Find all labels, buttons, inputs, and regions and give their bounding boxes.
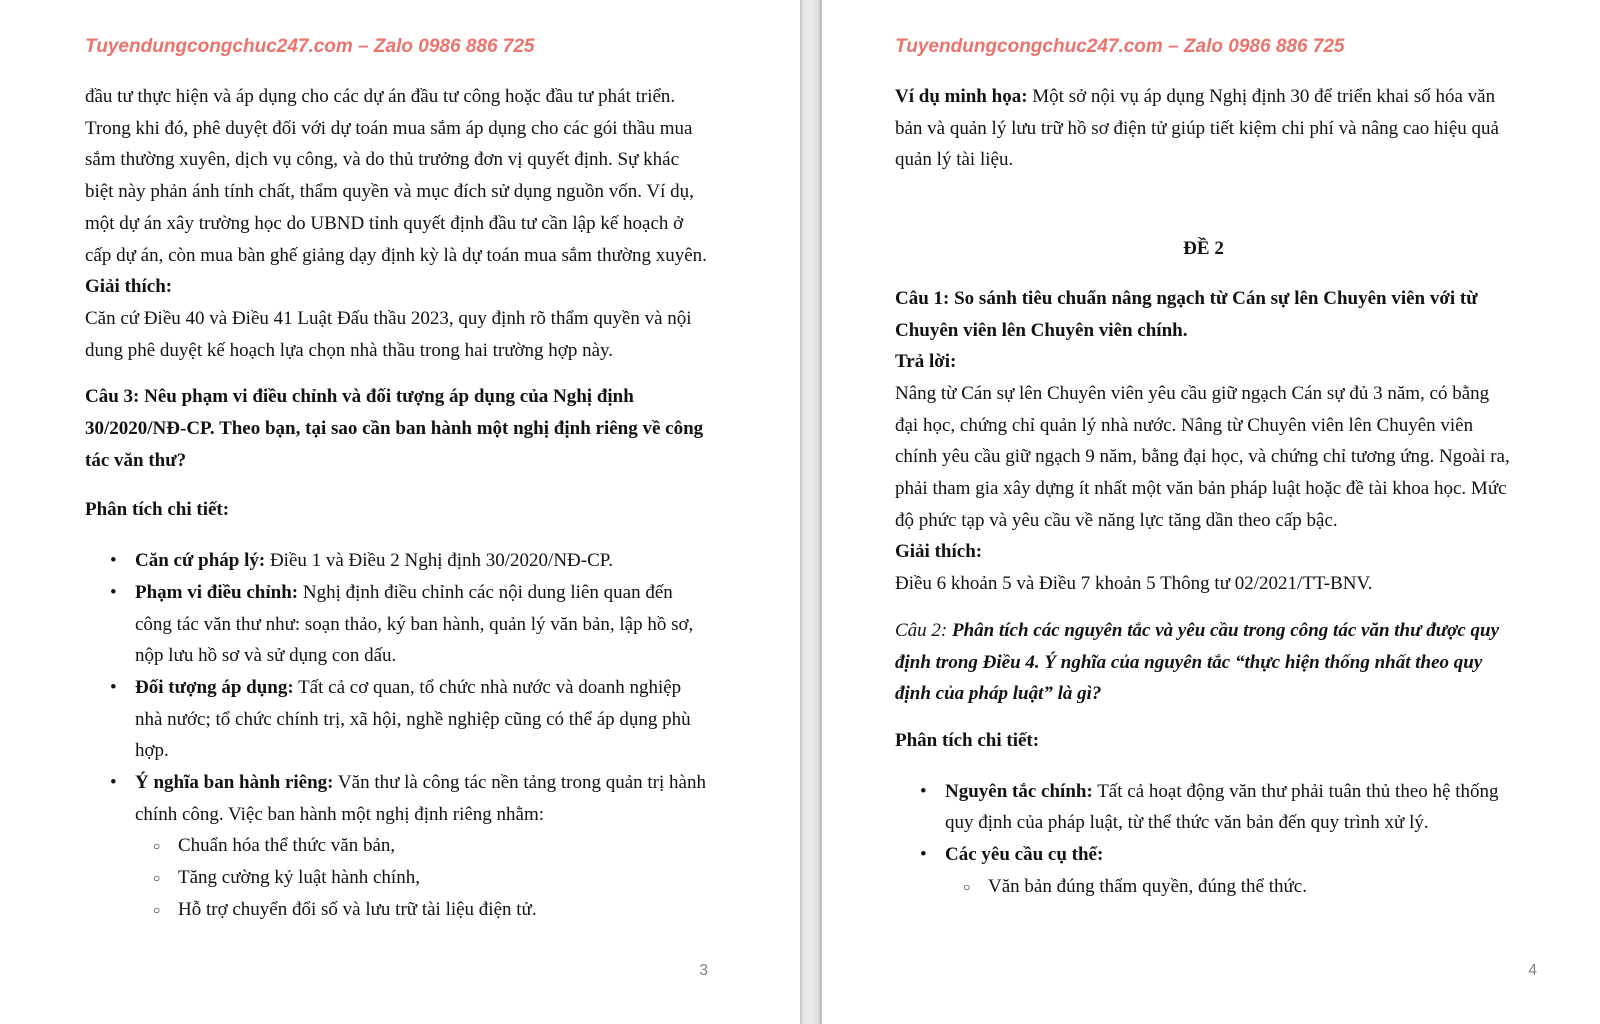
list-item	[85, 545, 712, 577]
bullet-text: Điều 1 và Điều 2 Nghị định 30/2020/NĐ-CP.	[265, 550, 613, 572]
question-2-bold-text: Phân tích các nguyên tắc và yêu cầu trong công tác văn thư được quy định trong Điều 4. Ý nghĩa của nguyên tắc “thực hiện thống nhất theo quy định của pháp luật” là gì?	[895, 619, 1500, 705]
page-number: 4	[1528, 962, 1537, 979]
list-item	[85, 672, 712, 767]
list-item	[85, 577, 712, 672]
question-2-prefix: Câu 2:	[895, 619, 952, 641]
circle-bullet-icon: ○	[153, 839, 161, 854]
bullet-icon: •	[110, 772, 117, 794]
bullet-icon: •	[920, 780, 927, 802]
bullet-icon: •	[110, 581, 117, 603]
explanation-label: Giải thích:	[85, 276, 173, 298]
question-1-heading: Câu 1: So sánh tiêu chuẩn nâng ngạch từ Cán sự lên Chuyên viên với từ Chuyên viên lên Chuyên viên chính.	[895, 287, 1478, 341]
sub-list-item	[135, 894, 712, 926]
explanation-label: Giải thích:	[895, 541, 983, 563]
page-gap-divider	[800, 0, 822, 1024]
question-3-heading: Câu 3: Nêu phạm vi điều chỉnh và đối tượng áp dụng của Nghị định 30/2020/NĐ-CP. Theo bạn, tại sao cần ban hành một nghị định riêng về công tác văn thư?	[85, 386, 704, 471]
bullet-icon: •	[110, 676, 117, 698]
page-3-body	[85, 81, 712, 926]
circle-bullet-icon: ○	[153, 871, 161, 886]
bullet-icon: •	[110, 550, 117, 572]
analysis-bullet-list	[85, 545, 712, 925]
watermark-header: Tuyendungcongchuc247.com – Zalo 0986 886 725	[895, 36, 1345, 57]
bullet-lead: Nguyên tắc chính:	[945, 780, 1093, 802]
analysis-label: Phân tích chi tiết:	[895, 729, 1040, 751]
sub-list-item	[945, 871, 1512, 903]
analysis-label: Phân tích chi tiết:	[85, 499, 230, 521]
sub-list-item	[135, 862, 712, 894]
sub-list-item	[135, 830, 712, 862]
sub-bullet-text: Văn bản đúng thẩm quyền, đúng thể thức.	[988, 875, 1307, 897]
section-heading: ĐỀ 2	[1183, 238, 1224, 260]
bullet-text: Văn thư là công tác nền tảng trong quản trị hành chính công. Việc ban hành một nghị định riêng nhằm:	[135, 772, 706, 825]
example-label: Ví dụ minh họa:	[895, 86, 1028, 107]
sub-bullet-list	[945, 871, 1512, 903]
example-paragraph	[895, 81, 1512, 176]
sub-bullet-text: Chuẩn hóa thể thức văn bản,	[178, 835, 396, 857]
bullet-icon: •	[920, 844, 927, 866]
sub-bullet-text: Tăng cường kỷ luật hành chính,	[178, 867, 420, 889]
sub-bullet-text: Hỗ trợ chuyển đổi số và lưu trữ tài liệu điện tử.	[178, 898, 537, 920]
list-item	[895, 839, 1512, 902]
explanation-text: Điều 6 khoản 5 và Điều 7 khoản 5 Thông tư 02/2021/TT-BNV.	[895, 573, 1373, 595]
bullet-lead: Đối tượng áp dụng:	[135, 676, 294, 698]
circle-bullet-icon: ○	[963, 879, 971, 894]
list-item	[895, 776, 1512, 839]
example-text: Một sở nội vụ áp dụng Nghị định 30 để triển khai số hóa văn bản và quản lý lưu trữ hồ sơ điện tử giúp tiết kiệm chi phí và nâng cao hiệu quả quản lý tài liệu.	[895, 86, 1499, 171]
list-item	[85, 767, 712, 926]
answer-text: Nâng từ Cán sự lên Chuyên viên yêu cầu giữ ngạch Cán sự đủ 3 năm, có bằng đại học, chứng chỉ quản lý nhà nước. Nâng từ Chuyên viên lên Chuyên viên chính yêu cầu giữ ngạch 9 năm, bằng đại học, và chứng chỉ tương ứng. Ngoài ra, phải tham gia xây dựng ít nhất một văn bản pháp luật hoặc đề tài khoa học. Mức độ phức tạp và yêu cầu về năng lực tăng dần theo cấp bậc.	[895, 382, 1510, 531]
bullet-lead: Phạm vi điều chỉnh:	[135, 581, 299, 603]
circle-bullet-icon: ○	[153, 902, 161, 917]
answer-label: Trả lời:	[895, 351, 957, 373]
intro-paragraph: đầu tư thực hiện và áp dụng cho các dự án đầu tư công hoặc đầu tư phát triển. Trong khi đó, phê duyệt đối với dự toán mua sắm áp dụng cho các gói thầu mua sắm thường xuyên, dịch vụ công, và do thủ trưởng đơn vị quyết định. Sự khác biệt này phản ánh tính chất, thẩm quyền và mục đích sử dụng nguồn vốn. Ví dụ, một dự án xây trường học do UBND tỉnh quyết định đầu tư cần lập kế hoạch ở cấp dự án, còn mua bàn ghế giảng dạy định kỳ là dự toán mua sắm thường xuyên.	[85, 86, 707, 266]
document-page-4	[822, 0, 1600, 1024]
bullet-lead: Ý nghĩa ban hành riêng:	[135, 772, 334, 794]
watermark-header: Tuyendungcongchuc247.com – Zalo 0986 886 725	[85, 36, 535, 57]
bullet-text: Tất cả hoạt động văn thư phải tuân thủ theo hệ thống quy định của pháp luật, từ thể thức văn bản đến quy trình xử lý.	[945, 780, 1499, 834]
bullet-lead: Căn cứ pháp lý:	[135, 550, 266, 572]
bullet-text: Tất cả cơ quan, tổ chức nhà nước và doanh nghiệp nhà nước; tổ chức chính trị, xã hội, nghề nghiệp cũng có thể áp dụng phù hợp.	[135, 676, 691, 762]
page-number: 3	[699, 962, 708, 979]
explanation-text: Căn cứ Điều 40 và Điều 41 Luật Đấu thầu 2023, quy định rõ thẩm quyền và nội dung phê duyệt kế hoạch lựa chọn nhà thầu trong hai trường hợp này.	[85, 307, 692, 361]
page-4-body	[895, 81, 1512, 902]
question-2-heading	[895, 615, 1512, 710]
sub-bullet-list	[135, 830, 712, 925]
bullet-text: Nghị định điều chỉnh các nội dung liên quan đến công tác văn thư như: soạn thảo, ký ban hành, quản lý văn bản, lập hồ sơ, nộp lưu hồ sơ và sử dụng con dấu.	[135, 581, 694, 667]
bullet-lead: Các yêu cầu cụ thể:	[945, 844, 1104, 866]
analysis-bullet-list	[895, 776, 1512, 903]
